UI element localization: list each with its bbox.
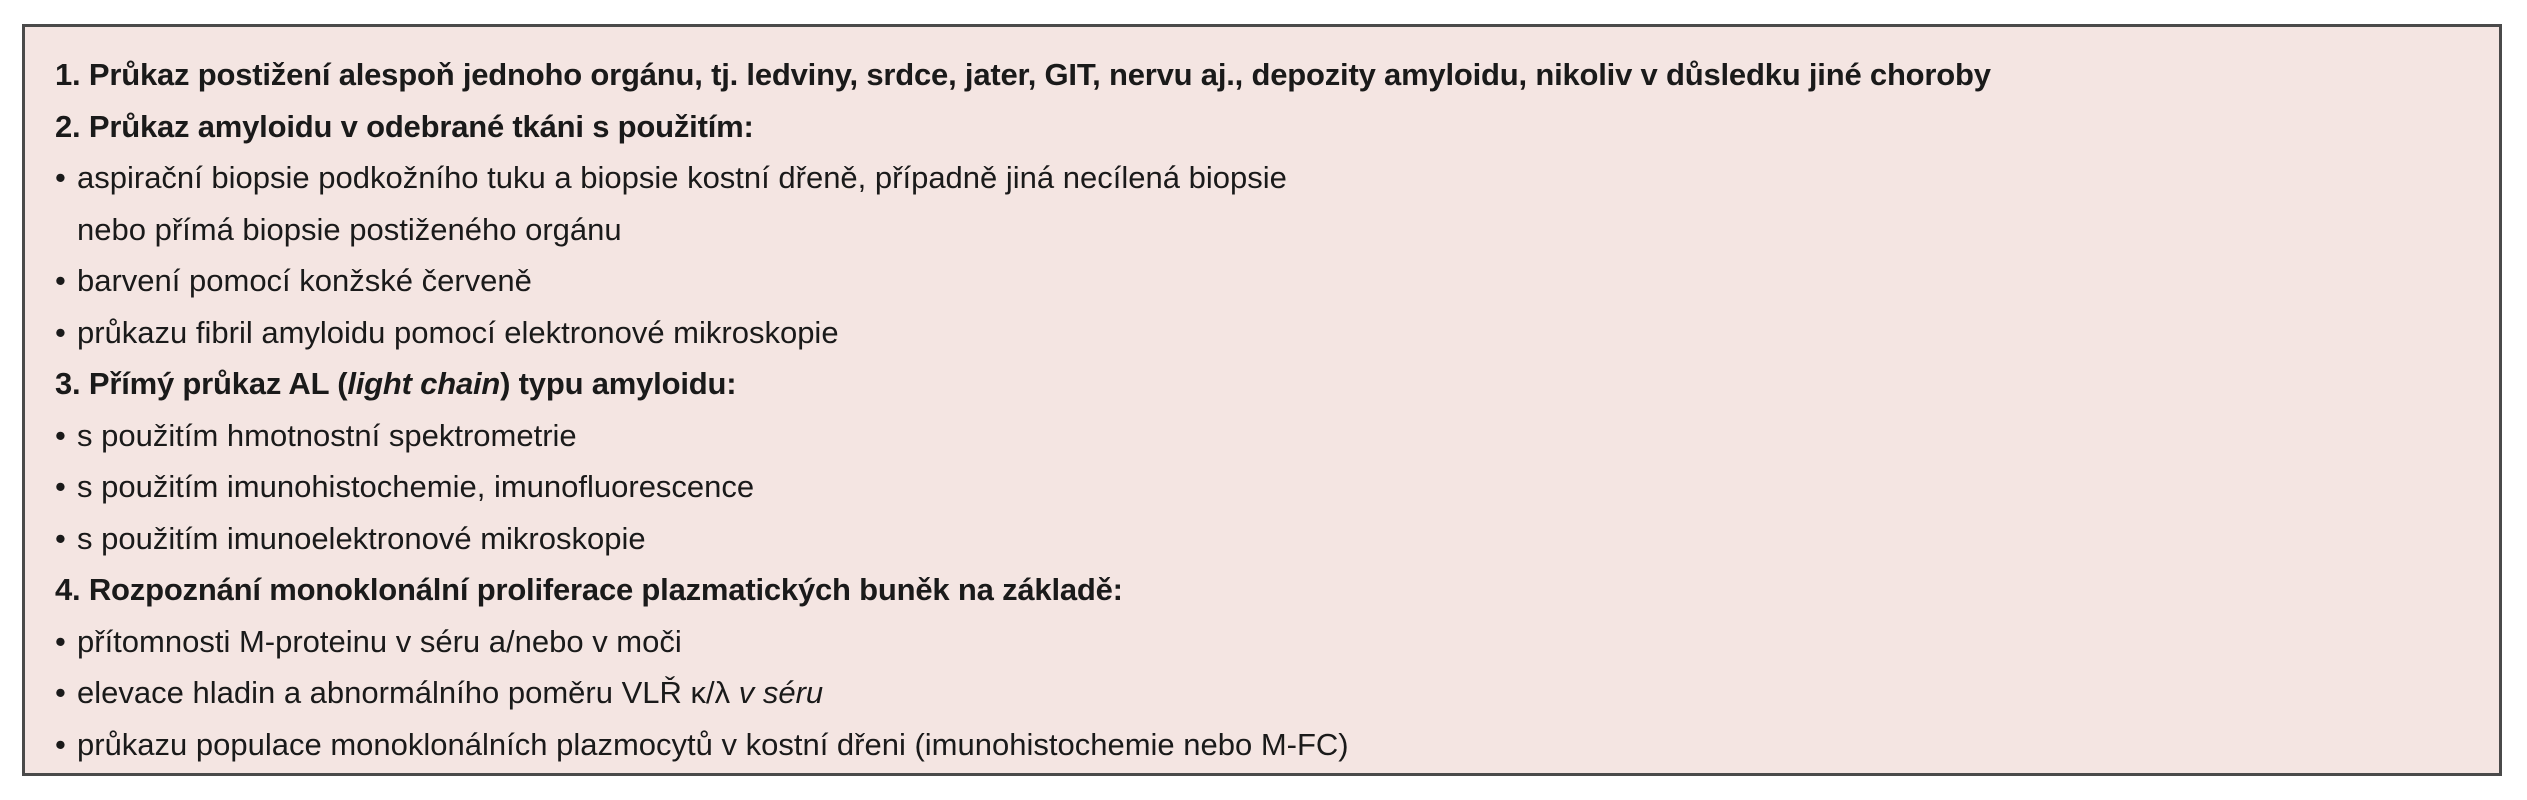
list-item-continuation: nebo přímá biopsie postiženého orgánu bbox=[77, 211, 622, 247]
bullet-icon: • bbox=[55, 314, 66, 350]
list-item-italic-text: v séru bbox=[738, 675, 824, 710]
criteria-box bbox=[22, 24, 2502, 776]
heading-italic-text: light chain bbox=[347, 366, 501, 401]
list-item-text: s použitím imunohistochemie, imunofluorescence bbox=[77, 469, 755, 504]
bullet-icon: • bbox=[55, 160, 66, 195]
bullet-icon: • bbox=[55, 726, 66, 762]
list-item-text: s použitím hmotnostní spektrometrie bbox=[77, 417, 577, 453]
list-item bbox=[55, 410, 2499, 462]
list-item bbox=[55, 255, 2499, 307]
list-item-text: elevace hladin a abnormálního poměru VLŘ κ/λ bbox=[77, 675, 739, 710]
list-item-text: průkazu fibril amyloidu pomocí elektronové mikroskopie bbox=[77, 314, 839, 350]
list-item-text: průkazu populace monoklonálních plazmocytů v kostní dřeni (imunohistochemie nebo M-FC) bbox=[77, 726, 1349, 762]
bullet-icon: • bbox=[55, 417, 66, 453]
bullet-icon: • bbox=[55, 520, 66, 556]
bullet-icon: • bbox=[55, 675, 66, 710]
list-item bbox=[55, 307, 2499, 359]
list-item-text: přítomnosti M-proteinu v séru a/nebo v moči bbox=[77, 623, 682, 659]
bullet-icon: • bbox=[55, 623, 66, 659]
criterion-3-heading bbox=[55, 358, 2499, 410]
criterion-4-heading: 4. Rozpoznání monoklonální proliferace plazmatických buněk na základě: bbox=[55, 572, 1123, 607]
heading-text: 3. Přímý průkaz AL ( bbox=[55, 366, 348, 401]
criterion-1-heading: 1. Průkaz postižení alespoň jednoho orgánu, tj. ledviny, srdce, jater, GIT, nervu aj., depozity amyloidu, nikoliv v důsledku jiné choroby bbox=[55, 57, 1991, 92]
criterion-2-heading: 2. Průkaz amyloidu v odebrané tkáni s použitím: bbox=[55, 108, 754, 144]
bullet-icon: • bbox=[55, 469, 66, 504]
bullet-icon: • bbox=[55, 263, 66, 298]
list-item bbox=[55, 152, 2499, 204]
list-item-text: barvení pomocí konžské červeně bbox=[77, 263, 532, 298]
list-item bbox=[55, 461, 2499, 513]
heading-text: ) typu amyloidu: bbox=[500, 366, 737, 401]
list-item bbox=[55, 719, 2499, 771]
list-item bbox=[55, 616, 2499, 668]
list-item-text: aspirační biopsie podkožního tuku a biopsie kostní dřeně, případně jiná necílená biopsie bbox=[77, 160, 1287, 195]
list-item bbox=[55, 513, 2499, 565]
list-item bbox=[55, 667, 2499, 719]
list-item-text: s použitím imunoelektronové mikroskopie bbox=[77, 520, 646, 556]
